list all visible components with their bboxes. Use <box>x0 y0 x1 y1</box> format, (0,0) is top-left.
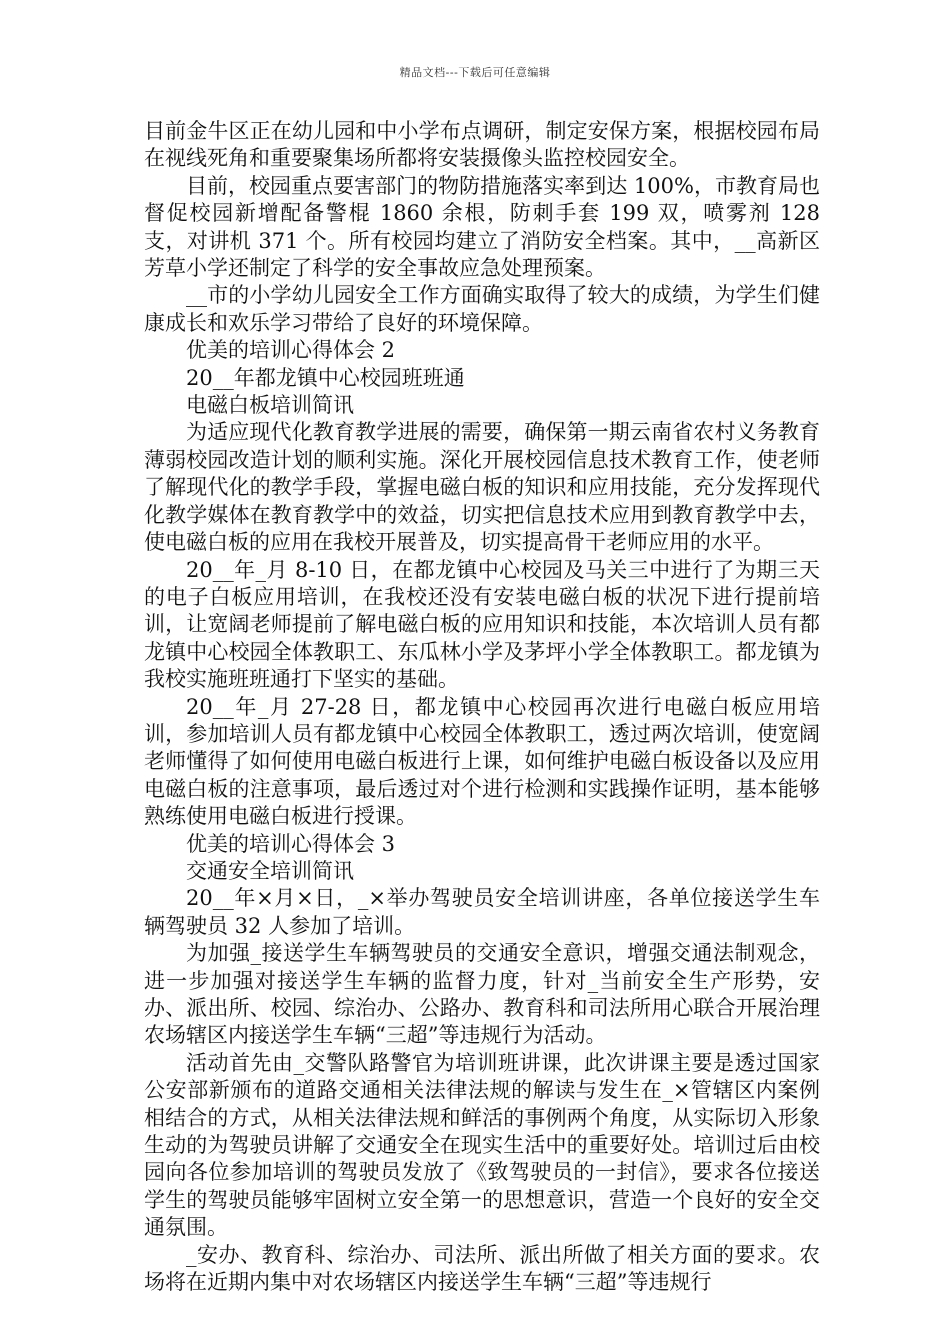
paragraph: 为加强_接送学生车辆驾驶员的交通安全意识，增强交通法制观念，进一步加强对接送学生车辆的监督力度，针对_当前安全生产形势，安办、派出所、校园、综治办、公路办、教育科和司法所用心联合开展治理农场辖区内接送学生车辆“三超”等违规行为活动。 <box>144 941 820 1048</box>
section-heading: 电磁白板培训简讯 <box>186 393 354 418</box>
section-heading: 优美的培训心得体会 2 <box>186 338 396 363</box>
paragraph: 20__年_月 27-28 日，都龙镇中心校园再次进行电磁白板应用培训，参加培训人员有都龙镇中心校园全体教职工，透过两次培训，使宽阔老师懂得了如何使用电磁白板进行上课，如何维护电磁白板设备以及应用电磁白板的注意事项，最后透过对个进行检测和实践操作证明，基本能够熟练使用电磁白板进行授课。 <box>144 694 820 829</box>
section-heading: 20__年都龙镇中心校园班班通 <box>186 365 465 390</box>
paragraph: _安办、教育科、综治办、司法所、派出所做了相关方面的要求。农场将在近期内集中对农场辖区内接送学生车辆“三超”等违规行 <box>144 1242 820 1295</box>
section-heading: 交通安全培训简讯 <box>186 858 354 883</box>
paragraph: 20__年×月×日，_×举办驾驶员安全培训讲座，各单位接送学生车辆驾驶员 32 人参加了培训。 <box>144 886 820 938</box>
section-heading: 优美的培训心得体会 3 <box>186 831 396 856</box>
paragraph: 目前金牛区正在幼儿园和中小学布点调研，制定安保方案，根据校园布局在视线死角和重要聚集场所都将安装摄像头监控校园安全。 <box>144 119 820 171</box>
page-header: 精品文档---下载后可任意编辑 <box>399 66 551 79</box>
paragraph: 20__年_月 8-10 日，在都龙镇中心校园及马关三中进行了为期三天的电子白板应用培训，在我校还没有安装电磁白板的状况下进行提前培训，让宽阔老师提前了解电磁白板的应用知识和技能，本次培训人员有都龙镇中心校园全体教职工、东瓜林小学及茅坪小学全体教职工。都龙镇为我校实施班班通打下坚实的基础。 <box>144 557 820 692</box>
document-body <box>144 118 827 1296</box>
paragraph: 为适应现代化教育教学进展的需要，确保第一期云南省农村义务教育薄弱校园改造计划的顺利实施。深化开展校园信息技术教育工作，使老师了解现代化的教学手段，掌握电磁白板的知识和应用技能，充分发挥现代化教学媒体在教育教学中的效益，切实把信息技术应用到教育教学中去，使电磁白板的应用在我校开展普及，切实提高骨干老师应用的水平。 <box>144 420 820 555</box>
paragraph: 活动首先由_交警队路警官为培训班讲课，此次讲课主要是透过国家公安部新颁布的道路交通相关法律法规的解读与发生在_×管辖区内案例相结合的方式，从相关法律法规和鲜活的事例两个角度，从实际切入形象生动的为驾驶员讲解了交通安全在现实生活中的重要好处。培训过后由校园向各位参加培训的驾驶员发放了《致驾驶员的一封信》，要求各位接送学生的驾驶员能够牢固树立安全第一的思想意识，营造一个良好的安全交通氛围。 <box>144 1050 820 1240</box>
paragraph: 目前，校园重点要害部门的物防措施落实率到达 100%，市教育局也督促校园新增配备警棍 1860 余根，防刺手套 199 双，喷雾剂 128 支，对讲机 371 个。所有校园均建立了消防安全档案。其中，__高新区芳草小学还制定了科学的安全事故应急处理预案。 <box>144 173 827 281</box>
paragraph: __市的小学幼儿园安全工作方面确实取得了较大的成绩，为学生们健康成长和欢乐学习带给了良好的环境保障。 <box>144 283 820 335</box>
